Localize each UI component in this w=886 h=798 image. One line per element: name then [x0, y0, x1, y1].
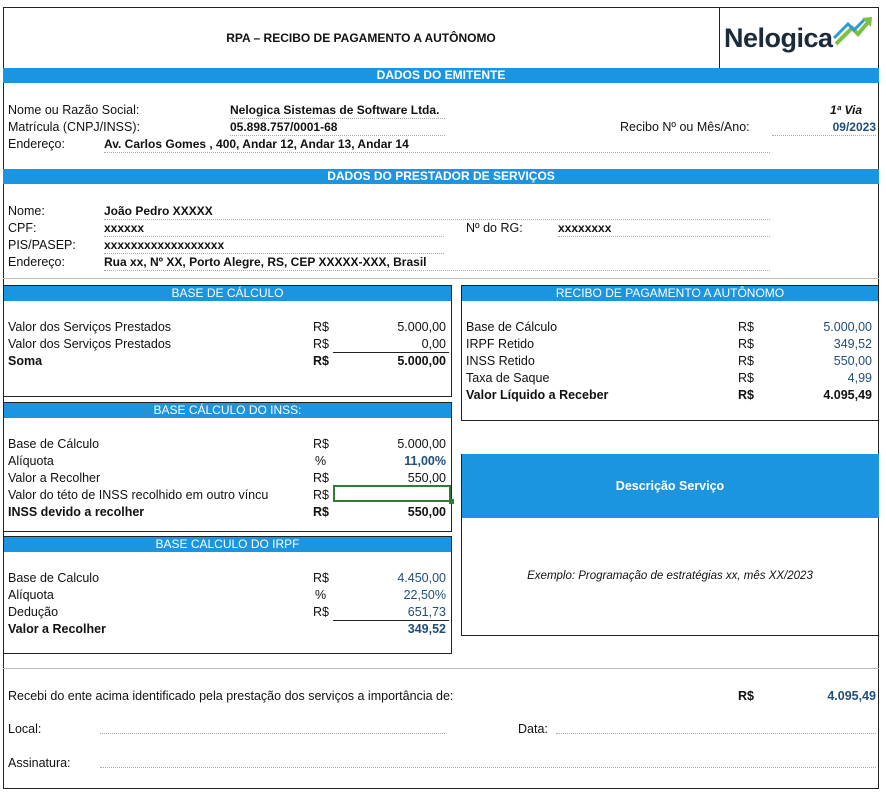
- base-row-label: Valor dos Serviços Prestados: [8, 337, 172, 351]
- inss-teto-label: Valor do této de INSS recolhido em outro víncu: [8, 488, 269, 502]
- inss-row-unit: R$: [313, 437, 329, 451]
- pis-label: PIS/PASEP:: [8, 238, 76, 252]
- logo: [719, 8, 879, 68]
- matricula-value: 05.898.757/0001-68: [230, 119, 445, 136]
- irpf-row-label: Base de Calculo: [8, 571, 100, 585]
- inss-teto-input[interactable]: [333, 485, 451, 502]
- inss-row-unit: R$: [313, 471, 329, 485]
- descricao-box: [461, 454, 879, 636]
- inss-teto-unit: R$: [313, 488, 329, 502]
- inss-row-value: 11,00%: [404, 454, 446, 468]
- base-sum-label: Soma: [8, 354, 43, 368]
- inss-devido-label: INSS devido a recolher: [8, 505, 145, 519]
- inss-header: BASE CÁLCULO DO INSS:: [4, 403, 451, 418]
- irpf-recolher-label: Valor a Recolher: [8, 622, 106, 636]
- assinatura-field[interactable]: [100, 767, 876, 768]
- nome-razao-label: Nome ou Razão Social:: [8, 103, 140, 117]
- irpf-row-value: 22,50%: [403, 588, 446, 602]
- recibo-row-unit: R$: [738, 354, 754, 368]
- prestador-nome-value: João Pedro XXXXX: [104, 203, 770, 220]
- recibo-mes-value: 09/2023: [772, 119, 876, 136]
- local-label: Local:: [8, 722, 42, 736]
- irpf-row-unit: R$: [313, 605, 329, 619]
- recebi-value: 4.095,49: [827, 689, 876, 703]
- base-sum-unit: R$: [313, 354, 329, 368]
- inss-row-unit: %: [315, 454, 327, 468]
- recibo-row-value: 349,52: [833, 337, 872, 351]
- via-label: 1ª Via: [830, 103, 863, 117]
- endereco-prestador-value: Rua xx, Nº XX, Porto Alegre, RS, CEP XXXXX-XXX, Brasil: [104, 254, 770, 271]
- cpf-value: xxxxxx: [104, 220, 444, 237]
- recibo-mes-label: Recibo Nº ou Mês/Ano:: [620, 120, 750, 134]
- recibo-row-label: INSS Retido: [466, 354, 535, 368]
- prestador-nome-label: Nome:: [8, 204, 45, 218]
- irpf-row-value: 4.450,00: [397, 571, 446, 585]
- irpf-recolher-value: 349,52: [407, 622, 446, 636]
- descricao-text: Exemplo: Programação de estratégias xx, mês XX/2023: [527, 570, 813, 582]
- inss-row-label: Base de Cálculo: [8, 437, 100, 451]
- recibo-liquido-unit: R$: [738, 388, 754, 402]
- recibo-row-label: Base de Cálculo: [466, 320, 558, 334]
- base-row-unit: R$: [313, 337, 329, 351]
- data-field[interactable]: [556, 733, 876, 734]
- recibo-liquido-label: Valor Líquido a Receber: [466, 388, 609, 402]
- endereco-prestador-label: Endereço:: [8, 255, 65, 269]
- recibo-row-unit: R$: [738, 320, 754, 334]
- inss-row-label: Valor a Recolher: [8, 471, 101, 485]
- base-calculo-header: BASE DE CÁLCULO: [4, 286, 451, 301]
- descricao-header: Descrição Serviço: [461, 454, 879, 518]
- matricula-label: Matrícula (CNPJ/INSS):: [8, 120, 140, 134]
- divider: [3, 668, 879, 669]
- endereco-emitente-label: Endereço:: [8, 137, 65, 151]
- rg-label: Nº do RG:: [466, 221, 523, 235]
- recibo-row-value: 5.000,00: [823, 320, 872, 334]
- recibo-row-unit: R$: [738, 337, 754, 351]
- data-label: Data:: [518, 722, 548, 736]
- base-sum-value: 5.000,00: [397, 354, 446, 368]
- document-title: RPA – RECIBO DE PAGAMENTO A AUTÔNOMO: [226, 31, 496, 45]
- inss-row-label: Alíquota: [8, 454, 54, 468]
- endereco-emitente-value: Av. Carlos Gomes , 400, Andar 12, Andar 13, Andar 14: [104, 136, 770, 153]
- base-row-value: 5.000,00: [397, 320, 446, 334]
- assinatura-label: Assinatura:: [8, 756, 71, 770]
- irpf-row-value: 651,73: [407, 605, 446, 619]
- irpf-row-unit: %: [315, 588, 327, 602]
- recibo-row-value: 4,99: [847, 371, 872, 385]
- cell-fill-handle[interactable]: [449, 499, 454, 504]
- rg-value: xxxxxxxx: [558, 220, 770, 237]
- recibo-row-label: Taxa de Saque: [466, 371, 550, 385]
- recibo-row-value: 550,00: [833, 354, 872, 368]
- irpf-row-unit: R$: [313, 571, 329, 585]
- base-row-label: Valor dos Serviços Prestados: [8, 320, 172, 334]
- local-field[interactable]: [100, 733, 445, 734]
- logo-arrow-icon: [832, 14, 874, 48]
- divider: [3, 278, 879, 279]
- recibo-row-unit: R$: [738, 371, 754, 385]
- irpf-row-label: Alíquota: [8, 588, 54, 602]
- recebi-text: Recebi do ente acima identificado pela prestação dos serviços a importância de:: [8, 689, 454, 703]
- irpf-header: BASE CALCULO DO IRPF: [4, 537, 451, 552]
- inss-devido-value: 550,00: [407, 505, 446, 519]
- emitente-section-header: DADOS DO EMITENTE: [3, 68, 879, 83]
- recebi-unit: R$: [738, 689, 754, 703]
- recibo-row-label: IRPF Retido: [466, 337, 535, 351]
- logo-text: Nelogica: [724, 23, 833, 53]
- nome-razao-value: Nelogica Sistemas de Software Ltda.: [230, 102, 445, 119]
- irpf-row-label: Dedução: [8, 605, 59, 619]
- inss-row-value: 5.000,00: [397, 437, 446, 451]
- base-row-unit: R$: [313, 320, 329, 334]
- recibo-liquido-value: 4.095,49: [823, 388, 872, 402]
- prestador-section-header: DADOS DO PRESTADOR DE SERVIÇOS: [3, 169, 879, 184]
- base-row-value: 0,00: [421, 337, 446, 351]
- recibo-header: RECIBO DE PAGAMENTO A AUTÔNOMO: [462, 286, 878, 301]
- inss-devido-unit: R$: [313, 505, 329, 519]
- pis-value: xxxxxxxxxxxxxxxxxx: [104, 237, 444, 254]
- inss-row-value: 550,00: [407, 471, 446, 485]
- cpf-label: CPF:: [8, 221, 37, 235]
